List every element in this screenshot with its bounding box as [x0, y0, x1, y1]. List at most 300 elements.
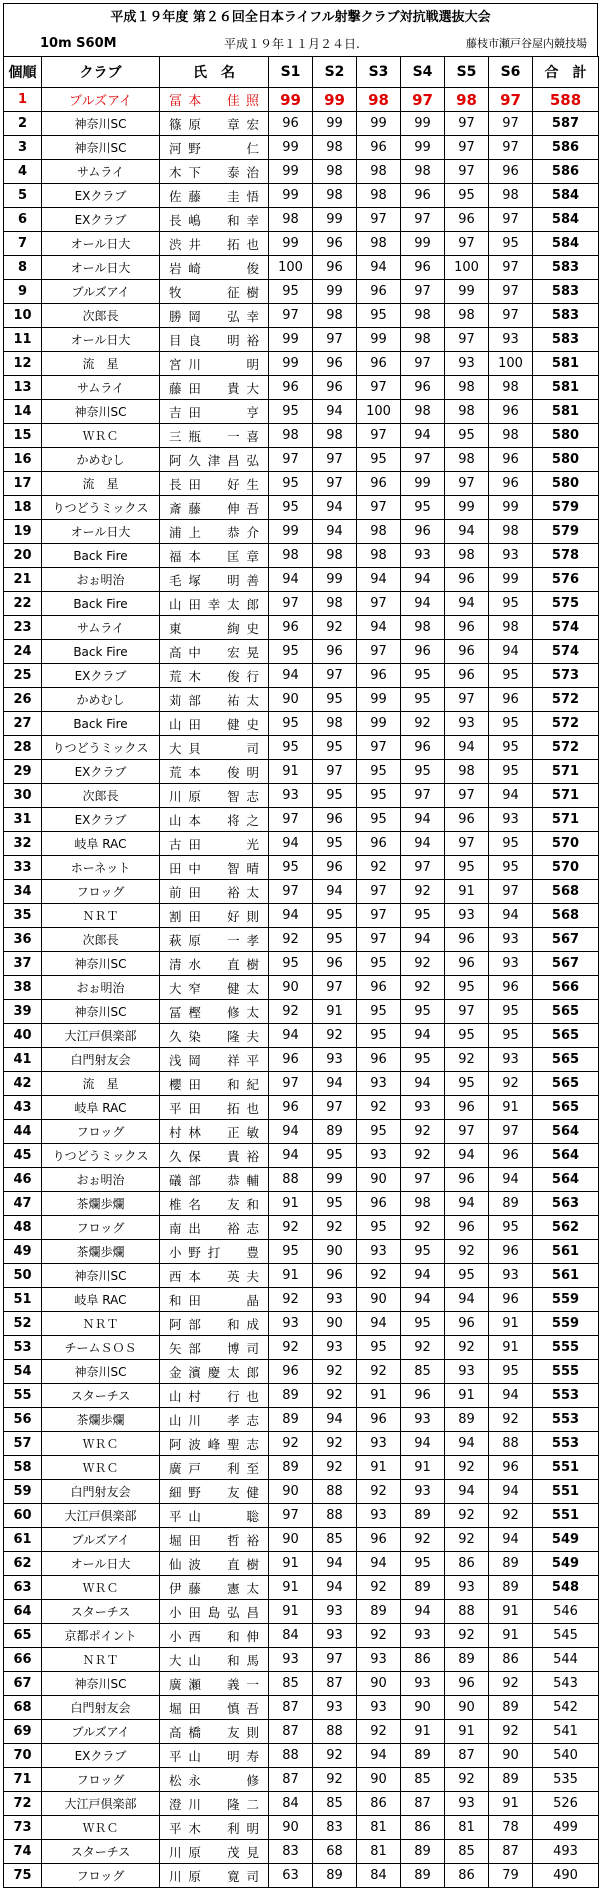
s6-cell: 95	[489, 1216, 533, 1240]
name-cell: 渋井 拓也	[160, 232, 269, 256]
s6-cell: 92	[489, 1072, 533, 1096]
club-cell: Back Fire	[42, 592, 160, 616]
total-cell: 572	[533, 712, 599, 736]
club-cell: スターチス	[42, 1600, 160, 1624]
s4-cell: 97	[401, 1168, 445, 1192]
rank-cell: 48	[4, 1216, 42, 1240]
s3-cell: 95	[357, 1216, 401, 1240]
s1-cell: 100	[269, 256, 313, 280]
table-row	[4, 1456, 599, 1480]
s6-cell: 95	[489, 760, 533, 784]
s4-cell: 95	[401, 904, 445, 928]
s5-cell: 96	[445, 928, 489, 952]
table-row	[4, 904, 599, 928]
name-cell: 矢部 博司	[160, 1336, 269, 1360]
s5-cell: 98	[445, 544, 489, 568]
s4-cell: 93	[401, 544, 445, 568]
s1-cell: 99	[269, 88, 313, 112]
rank-cell: 37	[4, 952, 42, 976]
s4-cell: 96	[401, 1384, 445, 1408]
s2-cell: 92	[313, 1744, 357, 1768]
s2-cell: 95	[313, 736, 357, 760]
table-row	[4, 616, 599, 640]
total-cell: 553	[533, 1384, 599, 1408]
s1-cell: 89	[269, 1408, 313, 1432]
s1-cell: 91	[269, 1192, 313, 1216]
club-cell: りつどうミックス	[42, 1144, 160, 1168]
total-cell: 561	[533, 1240, 599, 1264]
rank-cell: 18	[4, 496, 42, 520]
s6-cell: 92	[489, 1672, 533, 1696]
name-cell: 目良 明裕	[160, 328, 269, 352]
s2-cell: 97	[313, 328, 357, 352]
name-cell: 前田 裕太	[160, 880, 269, 904]
s3-cell: 96	[357, 472, 401, 496]
total-cell: 584	[533, 208, 599, 232]
rank-cell: 9	[4, 280, 42, 304]
club-cell: 流 星	[42, 1072, 160, 1096]
rank-cell: 53	[4, 1336, 42, 1360]
name-cell: 礒部 恭輔	[160, 1168, 269, 1192]
s5-cell: 96	[445, 1672, 489, 1696]
s4-cell: 99	[401, 136, 445, 160]
table-row	[4, 592, 599, 616]
s6-cell: 94	[489, 1480, 533, 1504]
s6-cell: 91	[489, 1312, 533, 1336]
s2-cell: 99	[313, 112, 357, 136]
total-cell: 584	[533, 184, 599, 208]
s4-cell: 94	[401, 832, 445, 856]
name-cell: 長嶋 和幸	[160, 208, 269, 232]
s6-cell: 95	[489, 592, 533, 616]
s3-cell: 93	[357, 1144, 401, 1168]
s4-cell: 97	[401, 208, 445, 232]
event-venue: 藤枝市瀬戸谷屋内競技場	[466, 37, 587, 50]
s6-cell: 93	[489, 544, 533, 568]
s2-cell: 97	[313, 664, 357, 688]
rank-cell: 63	[4, 1576, 42, 1600]
s6-cell: 96	[489, 1144, 533, 1168]
s5-cell: 98	[445, 448, 489, 472]
rank-cell: 42	[4, 1072, 42, 1096]
total-cell: 574	[533, 640, 599, 664]
s4-cell: 96	[401, 736, 445, 760]
s3-cell: 98	[357, 184, 401, 208]
name-cell: 長田 好生	[160, 472, 269, 496]
name-cell: 山本 将之	[160, 808, 269, 832]
club-cell: オール日大	[42, 328, 160, 352]
rank-cell: 62	[4, 1552, 42, 1576]
s4-cell: 92	[401, 952, 445, 976]
table-row	[4, 1696, 599, 1720]
s4-cell: 92	[401, 1216, 445, 1240]
club-cell: ＷＲＣ	[42, 1456, 160, 1480]
rank-cell: 31	[4, 808, 42, 832]
club-cell: 次郎長	[42, 928, 160, 952]
s1-cell: 96	[269, 616, 313, 640]
s3-cell: 96	[357, 664, 401, 688]
s5-cell: 96	[445, 1312, 489, 1336]
s3-cell: 99	[357, 328, 401, 352]
s3-cell: 97	[357, 592, 401, 616]
s4-cell: 98	[401, 160, 445, 184]
club-cell: 茶爛歩爛	[42, 1408, 160, 1432]
s4-cell: 86	[401, 1648, 445, 1672]
s3-cell: 94	[357, 1312, 401, 1336]
rank-cell: 69	[4, 1720, 42, 1744]
s3-cell: 90	[357, 1672, 401, 1696]
s5-cell: 92	[445, 1456, 489, 1480]
table-row	[4, 1120, 599, 1144]
s6-cell: 90	[489, 1744, 533, 1768]
s6-cell: 94	[489, 1528, 533, 1552]
table-row	[4, 520, 599, 544]
s3-cell: 93	[357, 1432, 401, 1456]
s3-cell: 98	[357, 160, 401, 184]
table-row	[4, 160, 599, 184]
club-cell: EXクラブ	[42, 664, 160, 688]
s5-cell: 92	[445, 1768, 489, 1792]
s3-cell: 99	[357, 688, 401, 712]
name-cell: 平木 利明	[160, 1816, 269, 1840]
total-cell: 566	[533, 976, 599, 1000]
s2-cell: 94	[313, 880, 357, 904]
name-cell: 山田 健史	[160, 712, 269, 736]
club-cell: ＷＲＣ	[42, 424, 160, 448]
s2-cell: 99	[313, 1168, 357, 1192]
s5-cell: 97	[445, 160, 489, 184]
s2-cell: 93	[313, 1288, 357, 1312]
col-name: 氏 名	[160, 57, 269, 88]
s6-cell: 97	[489, 304, 533, 328]
name-cell: 高中 宏晃	[160, 640, 269, 664]
page-title: 平成１９年度 第２６回全日本ライフル射撃クラブ対抗戦選抜大会	[3, 3, 598, 32]
col-club: クラブ	[42, 57, 160, 88]
s4-cell: 98	[401, 400, 445, 424]
name-cell: 宮川 明	[160, 352, 269, 376]
s2-cell: 97	[313, 1096, 357, 1120]
s2-cell: 94	[313, 520, 357, 544]
table-row	[4, 496, 599, 520]
club-cell: おぉ明治	[42, 568, 160, 592]
s3-cell: 95	[357, 448, 401, 472]
table-row	[4, 1528, 599, 1552]
total-cell: 581	[533, 352, 599, 376]
name-cell: 清水 直樹	[160, 952, 269, 976]
table-row	[4, 1624, 599, 1648]
header-row	[4, 57, 599, 88]
s3-cell: 92	[357, 1624, 401, 1648]
s2-cell: 98	[313, 184, 357, 208]
s2-cell: 92	[313, 1360, 357, 1384]
rank-cell: 23	[4, 616, 42, 640]
name-cell: 田中 智晴	[160, 856, 269, 880]
total-cell: 580	[533, 472, 599, 496]
s1-cell: 94	[269, 832, 313, 856]
s2-cell: 89	[313, 1120, 357, 1144]
s3-cell: 97	[357, 736, 401, 760]
name-cell: 佐藤 圭悟	[160, 184, 269, 208]
name-cell: 東 絢史	[160, 616, 269, 640]
s2-cell: 94	[313, 1072, 357, 1096]
rank-cell: 65	[4, 1624, 42, 1648]
table-row	[4, 1864, 599, 1888]
s4-cell: 95	[401, 760, 445, 784]
rank-cell: 40	[4, 1024, 42, 1048]
name-cell: 牧 征樹	[160, 280, 269, 304]
s5-cell: 98	[445, 304, 489, 328]
name-cell: 松永 修	[160, 1768, 269, 1792]
col-rank: 個順	[4, 57, 42, 88]
rank-cell: 52	[4, 1312, 42, 1336]
table-row	[4, 1360, 599, 1384]
s4-cell: 98	[401, 1192, 445, 1216]
s1-cell: 91	[269, 1264, 313, 1288]
club-cell: ＷＲＣ	[42, 1432, 160, 1456]
total-cell: 555	[533, 1360, 599, 1384]
club-cell: 神奈川SC	[42, 1000, 160, 1024]
club-cell: 神奈川SC	[42, 952, 160, 976]
s4-cell: 92	[401, 1528, 445, 1552]
s6-cell: 98	[489, 184, 533, 208]
s2-cell: 92	[313, 1456, 357, 1480]
rank-cell: 46	[4, 1168, 42, 1192]
s1-cell: 93	[269, 1312, 313, 1336]
club-cell: ＮＲＴ	[42, 904, 160, 928]
s6-cell: 98	[489, 520, 533, 544]
table-row	[4, 856, 599, 880]
table-row	[4, 376, 599, 400]
name-cell: 福本 匡章	[160, 544, 269, 568]
s4-cell: 97	[401, 448, 445, 472]
s1-cell: 97	[269, 1072, 313, 1096]
total-cell: 567	[533, 952, 599, 976]
name-cell: 冨本 佳照	[160, 88, 269, 112]
s4-cell: 94	[401, 808, 445, 832]
rank-cell: 49	[4, 1240, 42, 1264]
s4-cell: 96	[401, 376, 445, 400]
table-row	[4, 1576, 599, 1600]
name-cell: 細野 友健	[160, 1480, 269, 1504]
table-row	[4, 424, 599, 448]
s2-cell: 96	[313, 808, 357, 832]
s3-cell: 92	[357, 1576, 401, 1600]
total-cell: 572	[533, 688, 599, 712]
s1-cell: 94	[269, 1144, 313, 1168]
s6-cell: 92	[489, 1504, 533, 1528]
s5-cell: 95	[445, 424, 489, 448]
s1-cell: 95	[269, 280, 313, 304]
s1-cell: 93	[269, 1648, 313, 1672]
club-cell: EXクラブ	[42, 760, 160, 784]
s2-cell: 85	[313, 1528, 357, 1552]
club-cell: 神奈川SC	[42, 1672, 160, 1696]
s5-cell: 96	[445, 664, 489, 688]
name-cell: 櫻田 和紀	[160, 1072, 269, 1096]
total-cell: 588	[533, 88, 599, 112]
rank-cell: 39	[4, 1000, 42, 1024]
rank-cell: 44	[4, 1120, 42, 1144]
s2-cell: 99	[313, 88, 357, 112]
s5-cell: 96	[445, 208, 489, 232]
rank-cell: 30	[4, 784, 42, 808]
rank-cell: 27	[4, 712, 42, 736]
s2-cell: 87	[313, 1672, 357, 1696]
s2-cell: 93	[313, 1336, 357, 1360]
results-table	[3, 56, 599, 1888]
s5-cell: 94	[445, 1144, 489, 1168]
total-cell: 581	[533, 376, 599, 400]
s3-cell: 92	[357, 1264, 401, 1288]
s3-cell: 93	[357, 1072, 401, 1096]
name-cell: 金濱慶太郎	[160, 1360, 269, 1384]
s1-cell: 84	[269, 1792, 313, 1816]
name-cell: 冨樫 修太	[160, 1000, 269, 1024]
rank-cell: 43	[4, 1096, 42, 1120]
total-cell: 570	[533, 832, 599, 856]
s1-cell: 97	[269, 304, 313, 328]
s2-cell: 94	[313, 1576, 357, 1600]
table-row	[4, 1840, 599, 1864]
rank-cell: 38	[4, 976, 42, 1000]
table-row	[4, 664, 599, 688]
table-row	[4, 1744, 599, 1768]
rank-cell: 59	[4, 1480, 42, 1504]
s5-cell: 100	[445, 256, 489, 280]
s4-cell: 94	[401, 424, 445, 448]
table-row	[4, 1720, 599, 1744]
name-cell: 大貝 司	[160, 736, 269, 760]
name-cell: 小野打 豊	[160, 1240, 269, 1264]
table-row	[4, 1072, 599, 1096]
total-cell: 571	[533, 784, 599, 808]
s6-cell: 98	[489, 616, 533, 640]
s4-cell: 92	[401, 712, 445, 736]
table-row	[4, 88, 599, 112]
s1-cell: 91	[269, 1552, 313, 1576]
s1-cell: 63	[269, 1864, 313, 1888]
s3-cell: 94	[357, 1744, 401, 1768]
s2-cell: 97	[313, 472, 357, 496]
s1-cell: 98	[269, 208, 313, 232]
s2-cell: 85	[313, 1792, 357, 1816]
name-cell: 阿波峰聖志	[160, 1432, 269, 1456]
table-row	[4, 1792, 599, 1816]
rank-cell: 5	[4, 184, 42, 208]
s3-cell: 92	[357, 1720, 401, 1744]
name-cell: 大窄 健太	[160, 976, 269, 1000]
s6-cell: 88	[489, 1432, 533, 1456]
s6-cell: 89	[489, 1768, 533, 1792]
s2-cell: 93	[313, 1696, 357, 1720]
s5-cell: 95	[445, 1072, 489, 1096]
name-cell: 荒木 俊行	[160, 664, 269, 688]
rank-cell: 28	[4, 736, 42, 760]
total-cell: 567	[533, 928, 599, 952]
s5-cell: 94	[445, 1432, 489, 1456]
s2-cell: 93	[313, 1048, 357, 1072]
total-cell: 576	[533, 568, 599, 592]
s6-cell: 93	[489, 1048, 533, 1072]
s4-cell: 95	[401, 688, 445, 712]
table-row	[4, 232, 599, 256]
s6-cell: 91	[489, 1792, 533, 1816]
s2-cell: 96	[313, 352, 357, 376]
total-cell: 574	[533, 616, 599, 640]
s6-cell: 98	[489, 376, 533, 400]
table-row	[4, 976, 599, 1000]
total-cell: 564	[533, 1120, 599, 1144]
total-cell: 579	[533, 520, 599, 544]
name-cell: 伊藤 憲太	[160, 1576, 269, 1600]
table-row	[4, 760, 599, 784]
s4-cell: 96	[401, 184, 445, 208]
table-row	[4, 1336, 599, 1360]
s1-cell: 88	[269, 1744, 313, 1768]
s3-cell: 96	[357, 280, 401, 304]
rank-cell: 11	[4, 328, 42, 352]
col-total: 合 計	[533, 57, 599, 88]
s1-cell: 89	[269, 1384, 313, 1408]
club-cell: 京都ポイント	[42, 1624, 160, 1648]
s4-cell: 99	[401, 472, 445, 496]
s4-cell: 92	[401, 1336, 445, 1360]
s1-cell: 90	[269, 1816, 313, 1840]
s4-cell: 98	[401, 328, 445, 352]
table-row	[4, 472, 599, 496]
s3-cell: 95	[357, 1120, 401, 1144]
s5-cell: 81	[445, 1816, 489, 1840]
s6-cell: 96	[489, 1456, 533, 1480]
s6-cell: 94	[489, 904, 533, 928]
s4-cell: 94	[401, 1600, 445, 1624]
rank-cell: 24	[4, 640, 42, 664]
s5-cell: 89	[445, 1648, 489, 1672]
total-cell: 551	[533, 1504, 599, 1528]
rank-cell: 17	[4, 472, 42, 496]
name-cell: 久染 隆夫	[160, 1024, 269, 1048]
rank-cell: 20	[4, 544, 42, 568]
s1-cell: 99	[269, 184, 313, 208]
total-cell: 555	[533, 1336, 599, 1360]
s6-cell: 97	[489, 88, 533, 112]
table-row	[4, 1648, 599, 1672]
s5-cell: 95	[445, 976, 489, 1000]
total-cell: 564	[533, 1168, 599, 1192]
s6-cell: 92	[489, 1408, 533, 1432]
rank-cell: 75	[4, 1864, 42, 1888]
col-s1: S1	[269, 57, 313, 88]
club-cell: 流 星	[42, 352, 160, 376]
s1-cell: 97	[269, 448, 313, 472]
name-cell: 平田 拓也	[160, 1096, 269, 1120]
table-row	[4, 1384, 599, 1408]
s5-cell: 97	[445, 1000, 489, 1024]
s1-cell: 92	[269, 928, 313, 952]
s2-cell: 99	[313, 280, 357, 304]
s4-cell: 91	[401, 1456, 445, 1480]
name-cell: 椎名 友和	[160, 1192, 269, 1216]
s6-cell: 93	[489, 1264, 533, 1288]
table-row	[4, 1552, 599, 1576]
s1-cell: 83	[269, 1840, 313, 1864]
table-row	[4, 928, 599, 952]
s3-cell: 97	[357, 928, 401, 952]
name-cell: 浦上 恭介	[160, 520, 269, 544]
s6-cell: 100	[489, 352, 533, 376]
s6-cell: 91	[489, 1624, 533, 1648]
s3-cell: 95	[357, 760, 401, 784]
